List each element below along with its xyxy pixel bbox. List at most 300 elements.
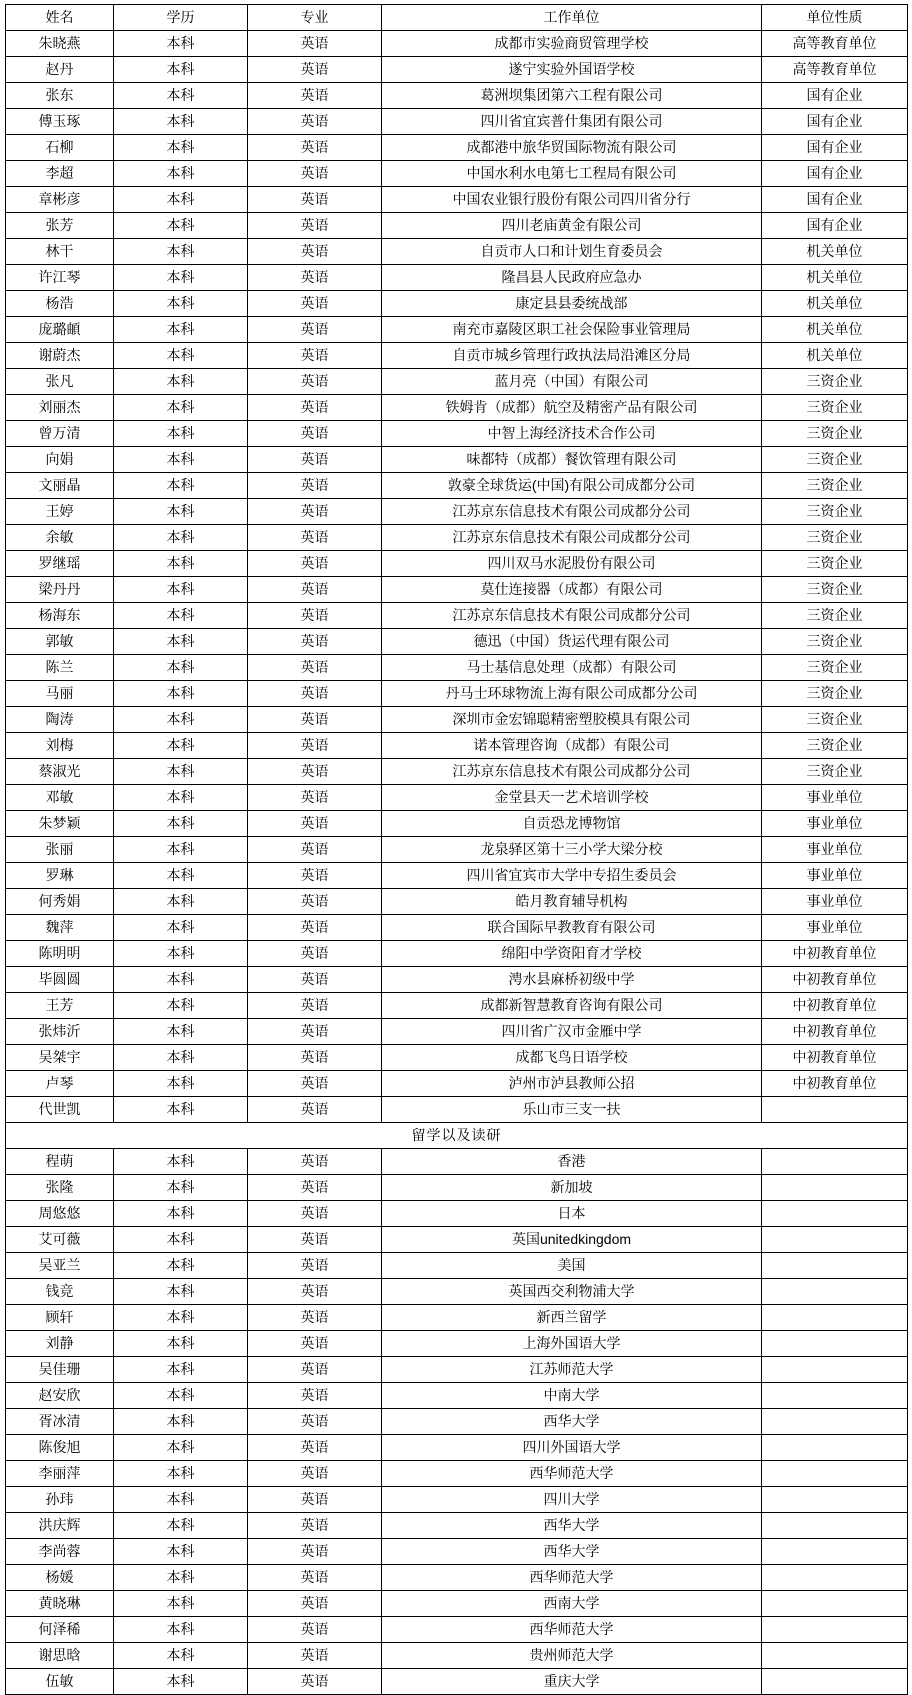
cell-employer-type: 国有企业 — [762, 109, 908, 135]
cell-name: 张凡 — [6, 369, 114, 395]
cell-employer: 四川大学 — [382, 1487, 762, 1513]
cell-education: 本科 — [114, 473, 248, 499]
cell-employer-type: 三资企业 — [762, 733, 908, 759]
cell-name: 王芳 — [6, 993, 114, 1019]
cell-name: 陈俊旭 — [6, 1435, 114, 1461]
cell-major: 英语 — [248, 1071, 382, 1097]
table-row — [6, 1071, 908, 1097]
cell-employer-type — [762, 1175, 908, 1201]
cell-education: 本科 — [114, 1565, 248, 1591]
cell-employer: 成都飞鸟日语学校 — [382, 1045, 762, 1071]
cell-employer-type: 中初教育单位 — [762, 941, 908, 967]
cell-major: 英语 — [248, 499, 382, 525]
cell-employer: 涄水县麻桥初级中学 — [382, 967, 762, 993]
table-row — [6, 1357, 908, 1383]
cell-name: 吴亚兰 — [6, 1253, 114, 1279]
cell-name: 庞璐頔 — [6, 317, 114, 343]
cell-major: 英语 — [248, 915, 382, 941]
cell-name: 代世凯 — [6, 1097, 114, 1123]
cell-name: 张隆 — [6, 1175, 114, 1201]
cell-employer-type: 三资企业 — [762, 629, 908, 655]
cell-employer-type: 三资企业 — [762, 681, 908, 707]
cell-employer-type: 三资企业 — [762, 369, 908, 395]
cell-name: 艾可薇 — [6, 1227, 114, 1253]
cell-education: 本科 — [114, 161, 248, 187]
table-row — [6, 551, 908, 577]
cell-employer: 英国西交利物浦大学 — [382, 1279, 762, 1305]
cell-employer: 绵阳中学资阳育才学校 — [382, 941, 762, 967]
cell-education: 本科 — [114, 941, 248, 967]
cell-major: 英语 — [248, 941, 382, 967]
cell-education: 本科 — [114, 1409, 248, 1435]
cell-employer: 四川双马水泥股份有限公司 — [382, 551, 762, 577]
table-row — [6, 785, 908, 811]
cell-employer-type: 事业单位 — [762, 915, 908, 941]
cell-name: 魏萍 — [6, 915, 114, 941]
cell-name: 程萌 — [6, 1149, 114, 1175]
cell-employer: 西南大学 — [382, 1591, 762, 1617]
cell-employer: 隆昌县人民政府应急办 — [382, 265, 762, 291]
cell-education: 本科 — [114, 265, 248, 291]
cell-education: 本科 — [114, 1201, 248, 1227]
cell-name: 李尚蓉 — [6, 1539, 114, 1565]
cell-major: 英语 — [248, 1565, 382, 1591]
cell-employer-type: 国有企业 — [762, 135, 908, 161]
table-row — [6, 1175, 908, 1201]
table-row — [6, 1539, 908, 1565]
cell-employer-type: 国有企业 — [762, 161, 908, 187]
cell-name: 张丽 — [6, 837, 114, 863]
cell-education: 本科 — [114, 551, 248, 577]
cell-major: 英语 — [248, 525, 382, 551]
cell-name: 林干 — [6, 239, 114, 265]
cell-employer: 英国unitedkingdom — [382, 1227, 762, 1253]
cell-employer-type — [762, 1279, 908, 1305]
cell-name: 石柳 — [6, 135, 114, 161]
cell-education: 本科 — [114, 499, 248, 525]
cell-education: 本科 — [114, 1539, 248, 1565]
table-row — [6, 1409, 908, 1435]
cell-education: 本科 — [114, 317, 248, 343]
cell-employer-type: 三资企业 — [762, 421, 908, 447]
cell-employer-type — [762, 1565, 908, 1591]
cell-employer-type: 机关单位 — [762, 291, 908, 317]
cell-major: 英语 — [248, 1435, 382, 1461]
cell-education: 本科 — [114, 1149, 248, 1175]
cell-employer: 新加坡 — [382, 1175, 762, 1201]
cell-employer-type: 三资企业 — [762, 707, 908, 733]
cell-major: 英语 — [248, 1305, 382, 1331]
cell-education: 本科 — [114, 421, 248, 447]
table-row — [6, 421, 908, 447]
cell-employer: 四川省广汉市金雁中学 — [382, 1019, 762, 1045]
table-row — [6, 1331, 908, 1357]
cell-employer-type: 三资企业 — [762, 447, 908, 473]
cell-major: 英语 — [248, 1487, 382, 1513]
cell-name: 李丽萍 — [6, 1461, 114, 1487]
cell-education: 本科 — [114, 57, 248, 83]
cell-education: 本科 — [114, 1591, 248, 1617]
cell-name: 孙玮 — [6, 1487, 114, 1513]
cell-major: 英语 — [248, 1045, 382, 1071]
cell-education: 本科 — [114, 629, 248, 655]
cell-employer: 莫仕连接器（成都）有限公司 — [382, 577, 762, 603]
cell-name: 李超 — [6, 161, 114, 187]
cell-name: 邓敏 — [6, 785, 114, 811]
cell-major: 英语 — [248, 1383, 382, 1409]
cell-education: 本科 — [114, 213, 248, 239]
cell-employer-type: 事业单位 — [762, 837, 908, 863]
cell-employer-type: 三资企业 — [762, 603, 908, 629]
cell-employer-type: 中初教育单位 — [762, 1071, 908, 1097]
cell-employer-type: 三资企业 — [762, 577, 908, 603]
cell-major: 英语 — [248, 213, 382, 239]
cell-employer: 四川外国语大学 — [382, 1435, 762, 1461]
table-row — [6, 1513, 908, 1539]
cell-employer-type — [762, 1253, 908, 1279]
cell-education: 本科 — [114, 1175, 248, 1201]
cell-employer: 自贡市人口和计划生育委员会 — [382, 239, 762, 265]
cell-employer: 香港 — [382, 1149, 762, 1175]
cell-major: 英语 — [248, 889, 382, 915]
table-row — [6, 577, 908, 603]
cell-employer-type: 三资企业 — [762, 499, 908, 525]
cell-name: 胥冰清 — [6, 1409, 114, 1435]
table-row — [6, 187, 908, 213]
cell-employer: 龙泉驿区第十三小学大梁分校 — [382, 837, 762, 863]
cell-employer-type: 事业单位 — [762, 811, 908, 837]
cell-name: 向娟 — [6, 447, 114, 473]
cell-major: 英语 — [248, 811, 382, 837]
cell-employer: 江苏京东信息技术有限公司成都分公司 — [382, 499, 762, 525]
cell-employer: 美国 — [382, 1253, 762, 1279]
cell-employer-type: 事业单位 — [762, 889, 908, 915]
cell-major: 英语 — [248, 1253, 382, 1279]
cell-name: 郭敏 — [6, 629, 114, 655]
table-body-employment — [6, 31, 908, 1123]
cell-major: 英语 — [248, 187, 382, 213]
cell-employer-type — [762, 1149, 908, 1175]
cell-major: 英语 — [248, 1539, 382, 1565]
cell-employer-type — [762, 1539, 908, 1565]
table-row — [6, 213, 908, 239]
table-body-study-abroad — [6, 1149, 908, 1695]
cell-employer-type: 中初教育单位 — [762, 967, 908, 993]
cell-major: 英语 — [248, 1279, 382, 1305]
cell-major: 英语 — [248, 577, 382, 603]
table-row — [6, 395, 908, 421]
cell-employer-type — [762, 1383, 908, 1409]
table-row — [6, 1643, 908, 1669]
cell-major: 英语 — [248, 239, 382, 265]
cell-education: 本科 — [114, 1279, 248, 1305]
column-header-employer-type: 单位性质 — [762, 5, 908, 31]
cell-employer-type: 三资企业 — [762, 473, 908, 499]
cell-name: 毕圆圆 — [6, 967, 114, 993]
cell-employer: 江苏京东信息技术有限公司成都分公司 — [382, 759, 762, 785]
cell-major: 英语 — [248, 655, 382, 681]
cell-name: 梁丹丹 — [6, 577, 114, 603]
cell-employer: 中智上海经济技术合作公司 — [382, 421, 762, 447]
cell-name: 顾轩 — [6, 1305, 114, 1331]
cell-major: 英语 — [248, 1175, 382, 1201]
table-row — [6, 1019, 908, 1045]
cell-employer-type: 高等教育单位 — [762, 31, 908, 57]
section-title: 留学以及读研 — [6, 1123, 908, 1149]
cell-education: 本科 — [114, 291, 248, 317]
cell-education: 本科 — [114, 1253, 248, 1279]
cell-major: 英语 — [248, 265, 382, 291]
employment-table — [5, 4, 908, 1695]
cell-education: 本科 — [114, 993, 248, 1019]
cell-major: 英语 — [248, 993, 382, 1019]
table-row — [6, 83, 908, 109]
cell-major: 英语 — [248, 1357, 382, 1383]
table-row — [6, 499, 908, 525]
cell-education: 本科 — [114, 239, 248, 265]
cell-name: 吴佳珊 — [6, 1357, 114, 1383]
cell-employer-type: 三资企业 — [762, 655, 908, 681]
cell-major: 英语 — [248, 83, 382, 109]
cell-employer: 遂宁实验外国语学校 — [382, 57, 762, 83]
cell-employer-type — [762, 1097, 908, 1123]
cell-major: 英语 — [248, 343, 382, 369]
cell-employer-type: 事业单位 — [762, 785, 908, 811]
cell-name: 余敏 — [6, 525, 114, 551]
cell-education: 本科 — [114, 1435, 248, 1461]
cell-employer-type — [762, 1461, 908, 1487]
cell-name: 许江琴 — [6, 265, 114, 291]
cell-employer: 自贡恐龙博物馆 — [382, 811, 762, 837]
cell-name: 伍敏 — [6, 1669, 114, 1695]
cell-education: 本科 — [114, 343, 248, 369]
cell-major: 英语 — [248, 31, 382, 57]
cell-education: 本科 — [114, 1487, 248, 1513]
table-row — [6, 993, 908, 1019]
table-row — [6, 967, 908, 993]
cell-major: 英语 — [248, 1227, 382, 1253]
table-row — [6, 265, 908, 291]
table-row — [6, 317, 908, 343]
cell-name: 杨媛 — [6, 1565, 114, 1591]
column-header-education: 学历 — [114, 5, 248, 31]
table-row — [6, 291, 908, 317]
cell-name: 王婷 — [6, 499, 114, 525]
cell-name: 杨海东 — [6, 603, 114, 629]
cell-education: 本科 — [114, 395, 248, 421]
cell-name: 赵安欣 — [6, 1383, 114, 1409]
cell-education: 本科 — [114, 109, 248, 135]
cell-employer: 诺本管理咨询（成都）有限公司 — [382, 733, 762, 759]
cell-employer-type — [762, 1643, 908, 1669]
cell-major: 英语 — [248, 1201, 382, 1227]
cell-name: 罗继瑶 — [6, 551, 114, 577]
table-row — [6, 837, 908, 863]
cell-education: 本科 — [114, 889, 248, 915]
cell-education: 本科 — [114, 733, 248, 759]
cell-major: 英语 — [248, 1331, 382, 1357]
cell-employer: 丹马士环球物流上海有限公司成都分公司 — [382, 681, 762, 707]
table-row — [6, 733, 908, 759]
cell-major: 英语 — [248, 291, 382, 317]
cell-name: 周悠悠 — [6, 1201, 114, 1227]
table-row — [6, 941, 908, 967]
cell-name: 谢蔚杰 — [6, 343, 114, 369]
cell-major: 英语 — [248, 109, 382, 135]
cell-education: 本科 — [114, 603, 248, 629]
table-row — [6, 1565, 908, 1591]
cell-education: 本科 — [114, 1227, 248, 1253]
cell-name: 刘梅 — [6, 733, 114, 759]
cell-employer-type: 国有企业 — [762, 83, 908, 109]
cell-education: 本科 — [114, 1357, 248, 1383]
cell-education: 本科 — [114, 187, 248, 213]
table-row — [6, 473, 908, 499]
cell-name: 刘丽杰 — [6, 395, 114, 421]
cell-major: 英语 — [248, 1669, 382, 1695]
cell-name: 章彬彦 — [6, 187, 114, 213]
table-row — [6, 447, 908, 473]
cell-employer-type: 三资企业 — [762, 551, 908, 577]
cell-employer-type: 高等教育单位 — [762, 57, 908, 83]
cell-major: 英语 — [248, 1461, 382, 1487]
table-row — [6, 109, 908, 135]
table-row — [6, 1227, 908, 1253]
cell-education: 本科 — [114, 707, 248, 733]
table-row — [6, 1617, 908, 1643]
cell-employer: 泸州市泸县教师公招 — [382, 1071, 762, 1097]
cell-employer: 南充市嘉陵区职工社会保险事业管理局 — [382, 317, 762, 343]
table-row — [6, 603, 908, 629]
table-row — [6, 1487, 908, 1513]
cell-education: 本科 — [114, 31, 248, 57]
column-header-major: 专业 — [248, 5, 382, 31]
cell-name: 曾万清 — [6, 421, 114, 447]
cell-education: 本科 — [114, 83, 248, 109]
cell-name: 赵丹 — [6, 57, 114, 83]
cell-major: 英语 — [248, 629, 382, 655]
cell-name: 傅玉琢 — [6, 109, 114, 135]
cell-employer: 味都特（成都）餐饮管理有限公司 — [382, 447, 762, 473]
cell-education: 本科 — [114, 369, 248, 395]
cell-employer-type — [762, 1617, 908, 1643]
cell-employer: 日本 — [382, 1201, 762, 1227]
cell-employer: 自贡市城乡管理行政执法局沿滩区分局 — [382, 343, 762, 369]
cell-education: 本科 — [114, 1019, 248, 1045]
cell-employer: 上海外国语大学 — [382, 1331, 762, 1357]
cell-employer: 西华师范大学 — [382, 1617, 762, 1643]
cell-employer-type: 中初教育单位 — [762, 993, 908, 1019]
cell-employer-type: 三资企业 — [762, 395, 908, 421]
cell-employer: 西华大学 — [382, 1513, 762, 1539]
cell-education: 本科 — [114, 863, 248, 889]
cell-education: 本科 — [114, 681, 248, 707]
cell-education: 本科 — [114, 1331, 248, 1357]
cell-name: 黄晓琳 — [6, 1591, 114, 1617]
cell-major: 英语 — [248, 681, 382, 707]
cell-major: 英语 — [248, 1149, 382, 1175]
cell-education: 本科 — [114, 1305, 248, 1331]
table-row — [6, 655, 908, 681]
cell-employer: 深圳市金宏锦聪精密塑胶模具有限公司 — [382, 707, 762, 733]
cell-employer: 敦豪全球货运(中国)有限公司成都分公司 — [382, 473, 762, 499]
cell-name: 钱竞 — [6, 1279, 114, 1305]
table-row — [6, 1435, 908, 1461]
cell-education: 本科 — [114, 1669, 248, 1695]
cell-employer-type: 中初教育单位 — [762, 1045, 908, 1071]
cell-name: 陈明明 — [6, 941, 114, 967]
cell-education: 本科 — [114, 525, 248, 551]
cell-name: 杨浩 — [6, 291, 114, 317]
cell-education: 本科 — [114, 915, 248, 941]
cell-major: 英语 — [248, 1591, 382, 1617]
cell-major: 英语 — [248, 447, 382, 473]
cell-name: 蔡淑光 — [6, 759, 114, 785]
table-row — [6, 1461, 908, 1487]
cell-employer-type — [762, 1305, 908, 1331]
cell-major: 英语 — [248, 1019, 382, 1045]
cell-name: 洪庆辉 — [6, 1513, 114, 1539]
cell-employer: 西华大学 — [382, 1409, 762, 1435]
table-row — [6, 863, 908, 889]
cell-employer: 重庆大学 — [382, 1669, 762, 1695]
cell-employer-type — [762, 1201, 908, 1227]
table-row — [6, 1305, 908, 1331]
table-row — [6, 57, 908, 83]
cell-major: 英语 — [248, 161, 382, 187]
header-row — [6, 5, 908, 31]
cell-employer: 德迅（中国）货运代理有限公司 — [382, 629, 762, 655]
cell-major: 英语 — [248, 603, 382, 629]
cell-name: 何泽稀 — [6, 1617, 114, 1643]
cell-employer-type: 机关单位 — [762, 317, 908, 343]
cell-major: 英语 — [248, 1097, 382, 1123]
table-row — [6, 1149, 908, 1175]
table-row — [6, 135, 908, 161]
cell-name: 张芳 — [6, 213, 114, 239]
cell-major: 英语 — [248, 863, 382, 889]
table-row — [6, 1669, 908, 1695]
cell-education: 本科 — [114, 759, 248, 785]
cell-employer-type — [762, 1487, 908, 1513]
cell-employer: 马士基信息处理（成都）有限公司 — [382, 655, 762, 681]
table-row — [6, 239, 908, 265]
cell-major: 英语 — [248, 785, 382, 811]
table-row — [6, 707, 908, 733]
cell-name: 张东 — [6, 83, 114, 109]
cell-employer: 西华师范大学 — [382, 1461, 762, 1487]
cell-education: 本科 — [114, 967, 248, 993]
cell-employer-type — [762, 1227, 908, 1253]
cell-employer-type: 机关单位 — [762, 239, 908, 265]
cell-employer-type — [762, 1331, 908, 1357]
cell-education: 本科 — [114, 1513, 248, 1539]
cell-major: 英语 — [248, 733, 382, 759]
column-header-name: 姓名 — [6, 5, 114, 31]
cell-education: 本科 — [114, 135, 248, 161]
cell-employer: 四川老庙黄金有限公司 — [382, 213, 762, 239]
cell-major: 英语 — [248, 1617, 382, 1643]
cell-employer: 铁姆肯（成都）航空及精密产品有限公司 — [382, 395, 762, 421]
cell-employer: 中国水利水电第七工程局有限公司 — [382, 161, 762, 187]
table-row — [6, 1279, 908, 1305]
cell-major: 英语 — [248, 395, 382, 421]
cell-employer-type: 国有企业 — [762, 187, 908, 213]
cell-employer: 四川省宜宾市大学中专招生委员会 — [382, 863, 762, 889]
cell-employer-type: 中初教育单位 — [762, 1019, 908, 1045]
cell-employer: 四川省宜宾普什集团有限公司 — [382, 109, 762, 135]
cell-employer: 金堂县天一艺术培训学校 — [382, 785, 762, 811]
